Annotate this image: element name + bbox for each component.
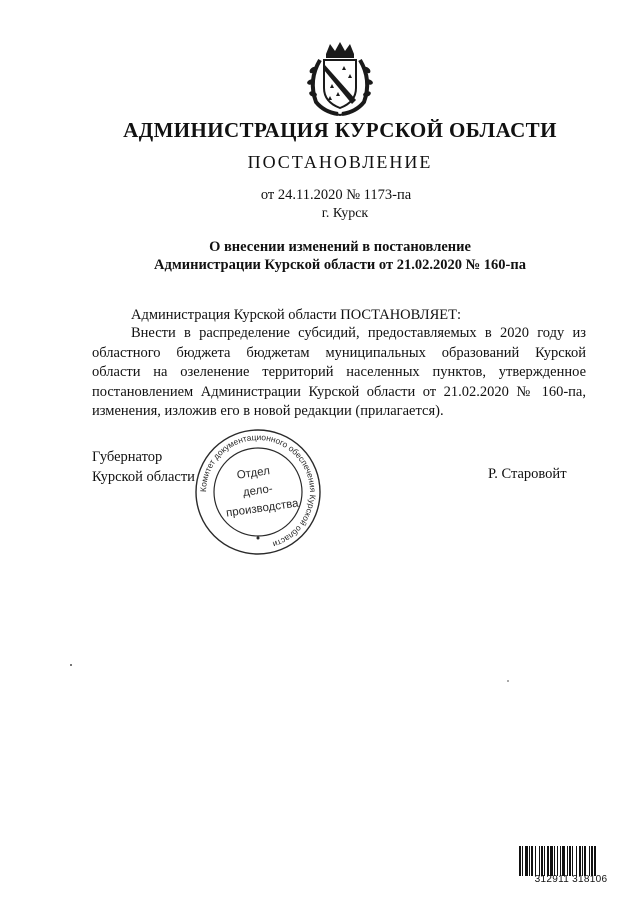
preamble: Администрация Курской области ПОСТАНОВЛЯЕТ: — [131, 307, 462, 323]
barcode-bar — [550, 846, 553, 876]
barcode-bar — [557, 846, 558, 876]
stamp-center-line-2: дело- — [242, 482, 274, 500]
barcode-bar — [544, 846, 545, 876]
subject-line-2: Администрации Курской области от 21.02.2020 № 160-па — [154, 257, 526, 273]
paragraph-line: Внести в распределение субсидий, предоставляемых в 2020 году из — [131, 325, 586, 341]
stamp-center-line-3: производства — [225, 497, 300, 520]
paragraph-line: областного бюджета бюджетам муниципальных образований Курской — [92, 344, 586, 361]
barcode-bar — [591, 846, 593, 876]
barcode-bar — [554, 846, 555, 876]
barcode-bar — [529, 846, 530, 876]
barcode-bar — [582, 846, 583, 876]
document-type: ПОСТАНОВЛЕНИЕ — [247, 152, 433, 172]
barcode-bar — [525, 846, 528, 876]
subject-line-1: О внесении изменений в постановление — [209, 239, 471, 255]
paragraph-line: постановлением Администрации Курской области от 21.02.2020 № 160-па, — [92, 383, 586, 400]
signatory-title-line-2: Курской области — [92, 469, 195, 485]
stamp-ring-text: Комитет документационного обеспечения Курской области — [197, 431, 319, 550]
organization-title: АДМИНИСТРАЦИЯ КУРСКОЙ ОБЛАСТИ — [123, 118, 557, 142]
barcode-bar — [560, 846, 561, 876]
barcode-bars — [519, 846, 623, 876]
barcode-bar — [584, 846, 586, 876]
resolution-paragraph — [92, 324, 586, 422]
barcode-bar — [531, 846, 533, 876]
office-stamp — [190, 428, 326, 556]
date-and-number: от 24.11.2020 № 1173-па — [260, 187, 412, 203]
barcode-bar — [594, 846, 596, 876]
barcode-bar — [519, 846, 521, 876]
scan-speck — [507, 680, 509, 682]
barcode-bar — [535, 846, 536, 876]
barcode-bar — [579, 846, 581, 876]
stamp-center-line-1: Отдел — [236, 465, 271, 482]
barcode-number: 312911 318106 — [534, 874, 608, 885]
barcode-bar — [569, 846, 571, 876]
signatory-name: Р. Старовойт — [488, 466, 567, 482]
signatory-title-line-1: Губернатор — [92, 449, 163, 465]
paragraph-line: области на озеленение территорий населенных пунктов, утвержденное — [92, 364, 586, 380]
barcode-bar — [539, 846, 540, 876]
barcode-bar — [572, 846, 573, 876]
paragraph-line: изменения, изложив его в новой редакции (прилагается). — [92, 403, 444, 419]
signatory-title — [92, 447, 195, 487]
barcode-bar — [522, 846, 523, 876]
barcode-bar — [547, 846, 549, 876]
coat-of-arms-emblem — [304, 40, 376, 116]
city: г. Курск — [321, 206, 369, 221]
barcode-bar — [567, 846, 568, 876]
barcode-bar — [541, 846, 543, 876]
barcode-bar — [589, 846, 590, 876]
barcode-bar — [576, 846, 577, 876]
scan-speck — [70, 664, 72, 666]
barcode-bar — [562, 846, 565, 876]
barcode — [519, 846, 623, 886]
document-subject — [90, 238, 590, 274]
